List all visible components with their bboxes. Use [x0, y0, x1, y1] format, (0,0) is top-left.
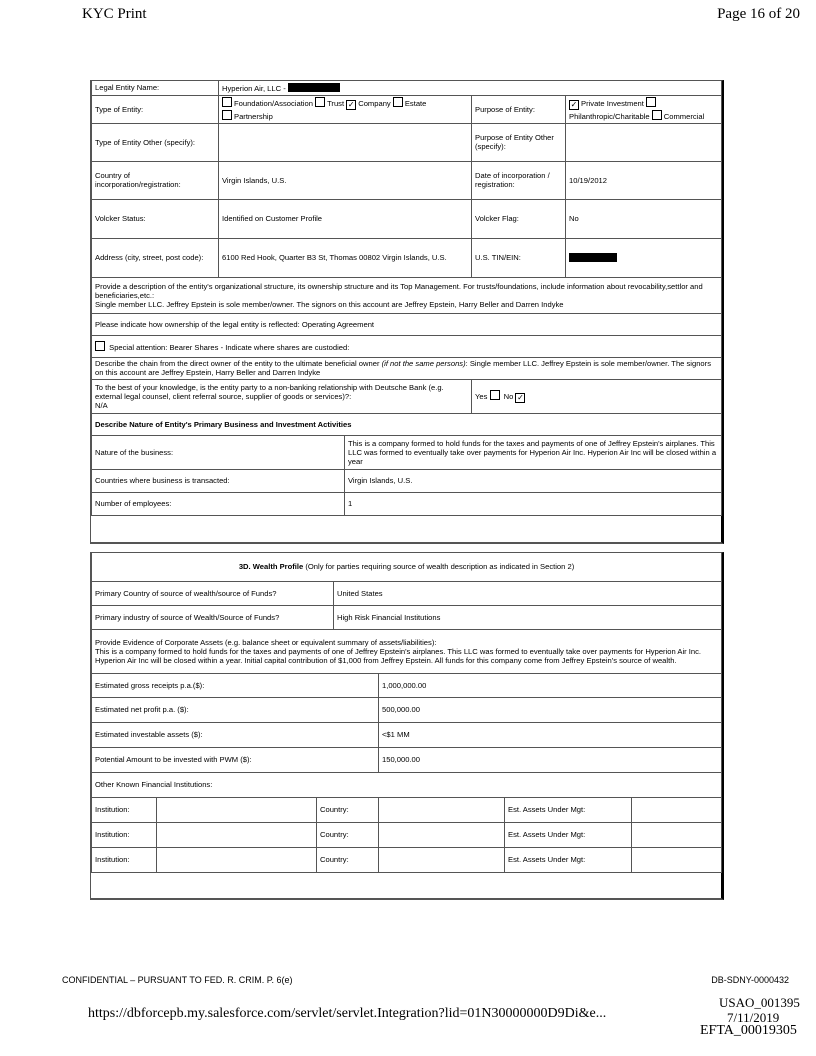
type-other-value: [219, 123, 472, 161]
db-bates-number: DB-SDNY-0000432: [711, 975, 789, 985]
institution-label: Institution:: [92, 822, 157, 847]
estate-option: Estate: [404, 99, 427, 108]
page-number: Page 16 of 20: [717, 6, 800, 22]
chain-cell: [92, 357, 722, 379]
investable-assets-label: Estimated investable assets ($):: [92, 722, 379, 747]
print-date: 7/11/2019: [727, 1010, 780, 1025]
chain-prompt: Describe the chain from the direct owner of the entity to the ultimate beneficial owner: [95, 359, 380, 368]
incorporation-date-value: 10/19/2012: [566, 161, 722, 199]
institution-country-value: [379, 797, 505, 822]
partnership-checkbox[interactable]: [222, 110, 232, 120]
description-value: Single member LLC. Jeffrey Epstein is sole member/owner. The signors on this account are Jeffrey Epstein, Harry Beller and Darren Indyke: [95, 299, 564, 309]
legal-name-label: Legal Entity Name:: [92, 81, 219, 95]
chain-value: : Single member LLC. Jeffrey Epstein is sole member/owner. The signors on this account are Jeffrey Epstein, Harry Beller and Darren Indyke: [95, 359, 711, 377]
employees-value: 1: [345, 492, 722, 515]
institution-value: [157, 797, 317, 822]
wealth-title-cell: [92, 553, 722, 581]
institution-aum-label: Est. Assets Under Mgt:: [505, 822, 632, 847]
potential-amount-value: 150,000.00: [379, 747, 722, 772]
private-investment-checkbox-checked[interactable]: ✓: [570, 100, 578, 109]
net-profit-value: 500,000.00: [379, 697, 722, 722]
wealth-country-value: United States: [334, 581, 722, 605]
yes-label: Yes: [475, 391, 488, 401]
evidence-cell: [92, 629, 722, 673]
institution-country-value: [379, 822, 505, 847]
institution-aum-value: [632, 822, 722, 847]
trust-option: Trust: [327, 99, 345, 108]
chain-italic: (if not the same persons): [381, 359, 466, 368]
nature-heading: Describe Nature of Entity's Primary Business and Investment Activities: [92, 413, 722, 435]
institution-country-value: [379, 847, 505, 872]
foundation-checkbox[interactable]: [222, 97, 232, 107]
foundation-option: Foundation/Association: [234, 99, 313, 108]
philanthropic-option: Philanthropic/Charitable: [569, 112, 650, 121]
print-url: https://dbforcepb.my.salesforce.com/servlet/servlet.Integration?lid=01N30000000D9Di&e...: [88, 1006, 607, 1021]
entity-table: [91, 81, 722, 516]
usao-bates-number: USAO_001395: [719, 995, 800, 1010]
entity-section: [90, 80, 724, 544]
no-label: No: [503, 391, 514, 401]
countries-label: Countries where business is transacted:: [92, 469, 345, 492]
institution-row: [92, 847, 722, 872]
institution-label: Institution:: [92, 797, 157, 822]
investable-assets-value: <$1 MM: [379, 722, 722, 747]
institution-aum-value: [632, 797, 722, 822]
nonbanking-answer: N/A: [95, 400, 108, 410]
confidential-notice: CONFIDENTIAL – PURSUANT TO FED. R. CRIM. P. 6(e): [62, 975, 293, 985]
address-label: Address (city, street, post code):: [92, 238, 219, 277]
yes-no-cell: [472, 379, 722, 413]
bearer-text: Special attention: Bearer Shares - Indicate where shares are custodied:: [109, 342, 350, 352]
wealth-title-note: (Only for parties requiring source of wealth description as indicated in Section 2): [305, 562, 575, 572]
efta-bates-number: EFTA_00019305: [700, 1023, 797, 1038]
nonbanking-prompt: To the best of your knowledge, is the entity party to a non-banking relationship with Deutsche Bank (e.g. external legal counsel, client referral source, supplier of goods or services)?:: [95, 382, 444, 401]
description-prompt: Provide a description of the entity's organizational structure, its ownership structure and its Top Management. For trusts/foundations, include information about revocability,settlor and beneficiaries,etc.:: [95, 281, 703, 300]
institution-value: [157, 822, 317, 847]
yes-checkbox[interactable]: [490, 390, 500, 400]
private-investment-option: Private Investment: [581, 99, 644, 108]
volcker-status-label: Volcker Status:: [92, 199, 219, 238]
trust-checkbox[interactable]: [315, 97, 325, 107]
type-other-label: Type of Entity Other (specify):: [92, 123, 219, 161]
country-value: Virgin Islands, U.S.: [219, 161, 472, 199]
purpose-label: Purpose of Entity:: [472, 95, 566, 123]
ownership-text: Please indicate how ownership of the legal entity is reflected: Operating Agreement: [92, 313, 722, 335]
description-cell: [92, 277, 722, 313]
nature-value: This is a company formed to hold funds for the taxes and payments of one of Jeffrey Epstein's airplanes. This LLC was formed to eventually take over payments for Hyperion Air Inc. Hyperion Air Inc will be closed within a year: [345, 435, 722, 469]
institution-aum-value: [632, 847, 722, 872]
print-header-title: KYC Print: [82, 6, 147, 22]
evidence-prompt: Provide Evidence of Corporate Assets (e.g. balance sheet or equivalent summary of assets/liabilities):: [95, 637, 437, 647]
other-institutions-label: Other Known Financial Institutions:: [92, 772, 722, 797]
legal-name-cell: [219, 81, 722, 95]
wealth-industry-value: High Risk Financial Institutions: [334, 605, 722, 629]
gross-receipts-value: 1,000,000.00: [379, 673, 722, 697]
entity-type-label: Type of Entity:: [92, 95, 219, 123]
institution-aum-label: Est. Assets Under Mgt:: [505, 797, 632, 822]
institution-row: [92, 822, 722, 847]
volcker-flag-label: Volcker Flag:: [472, 199, 566, 238]
nonbanking-cell: [92, 379, 472, 413]
legal-name-value: Hyperion Air, LLC -: [222, 83, 286, 93]
potential-amount-label: Potential Amount to be invested with PWM ($):: [92, 747, 379, 772]
bearer-cell: [92, 335, 722, 357]
partnership-option: Partnership: [234, 112, 273, 121]
address-value: 6100 Red Hook, Quarter B3 St, Thomas 00802 Virgin Islands, U.S.: [219, 238, 472, 277]
volcker-status-value: Identified on Customer Profile: [219, 199, 472, 238]
institution-country-label: Country:: [317, 797, 379, 822]
wealth-industry-label: Primary industry of source of Wealth/Source of Funds?: [92, 605, 334, 629]
purpose-other-label: Purpose of Entity Other (specify):: [472, 123, 566, 161]
redaction-bar: [288, 83, 340, 92]
tin-redaction: [569, 253, 617, 262]
no-checkbox-checked[interactable]: ✓: [517, 392, 524, 402]
institution-country-label: Country:: [317, 822, 379, 847]
volcker-flag-value: No: [566, 199, 722, 238]
institution-row: [92, 797, 722, 822]
tin-label: U.S. TIN/EIN:: [472, 238, 566, 277]
wealth-table: [91, 553, 722, 873]
evidence-value: This is a company formed to hold funds for the taxes and payments of one of Jeffrey Epstein's airplanes. This LLC was formed to eventually take over payments for Hyperion Air Inc. Hyperion Air Inc will be closed within a year. Initial capital contribution of $1,000 from Jeffrey Epstein. All funds for this company come from Jeffrey Epstein's source of wealth.: [95, 646, 702, 665]
nature-label: Nature of the business:: [92, 435, 345, 469]
commercial-option: Commercial: [663, 112, 705, 121]
institution-label: Institution:: [92, 847, 157, 872]
gross-receipts-label: Estimated gross receipts p.a.($):: [92, 673, 379, 697]
institution-aum-label: Est. Assets Under Mgt:: [505, 847, 632, 872]
wealth-country-label: Primary Country of source of wealth/source of Funds?: [92, 581, 334, 605]
incorporation-date-label: Date of incorporation / registration:: [472, 161, 566, 199]
estate-checkbox[interactable]: [393, 97, 403, 107]
country-label: Country of incorporation/registration:: [92, 161, 219, 199]
purpose-options: [566, 95, 722, 123]
company-option: Company: [358, 99, 391, 108]
net-profit-label: Estimated net profit p.a. ($):: [92, 697, 379, 722]
philanthropic-checkbox[interactable]: [646, 97, 656, 107]
countries-value: Virgin Islands, U.S.: [345, 469, 722, 492]
entity-type-options: [219, 95, 472, 123]
bearer-checkbox[interactable]: [95, 341, 105, 351]
wealth-section: [90, 552, 724, 900]
tin-cell: [566, 238, 722, 277]
employees-label: Number of employees:: [92, 492, 345, 515]
institution-value: [157, 847, 317, 872]
company-checkbox-checked[interactable]: ✓: [347, 100, 355, 109]
institution-country-label: Country:: [317, 847, 379, 872]
commercial-checkbox[interactable]: [652, 110, 662, 120]
wealth-title: 3D. Wealth Profile: [238, 562, 304, 572]
purpose-other-value: [566, 123, 722, 161]
